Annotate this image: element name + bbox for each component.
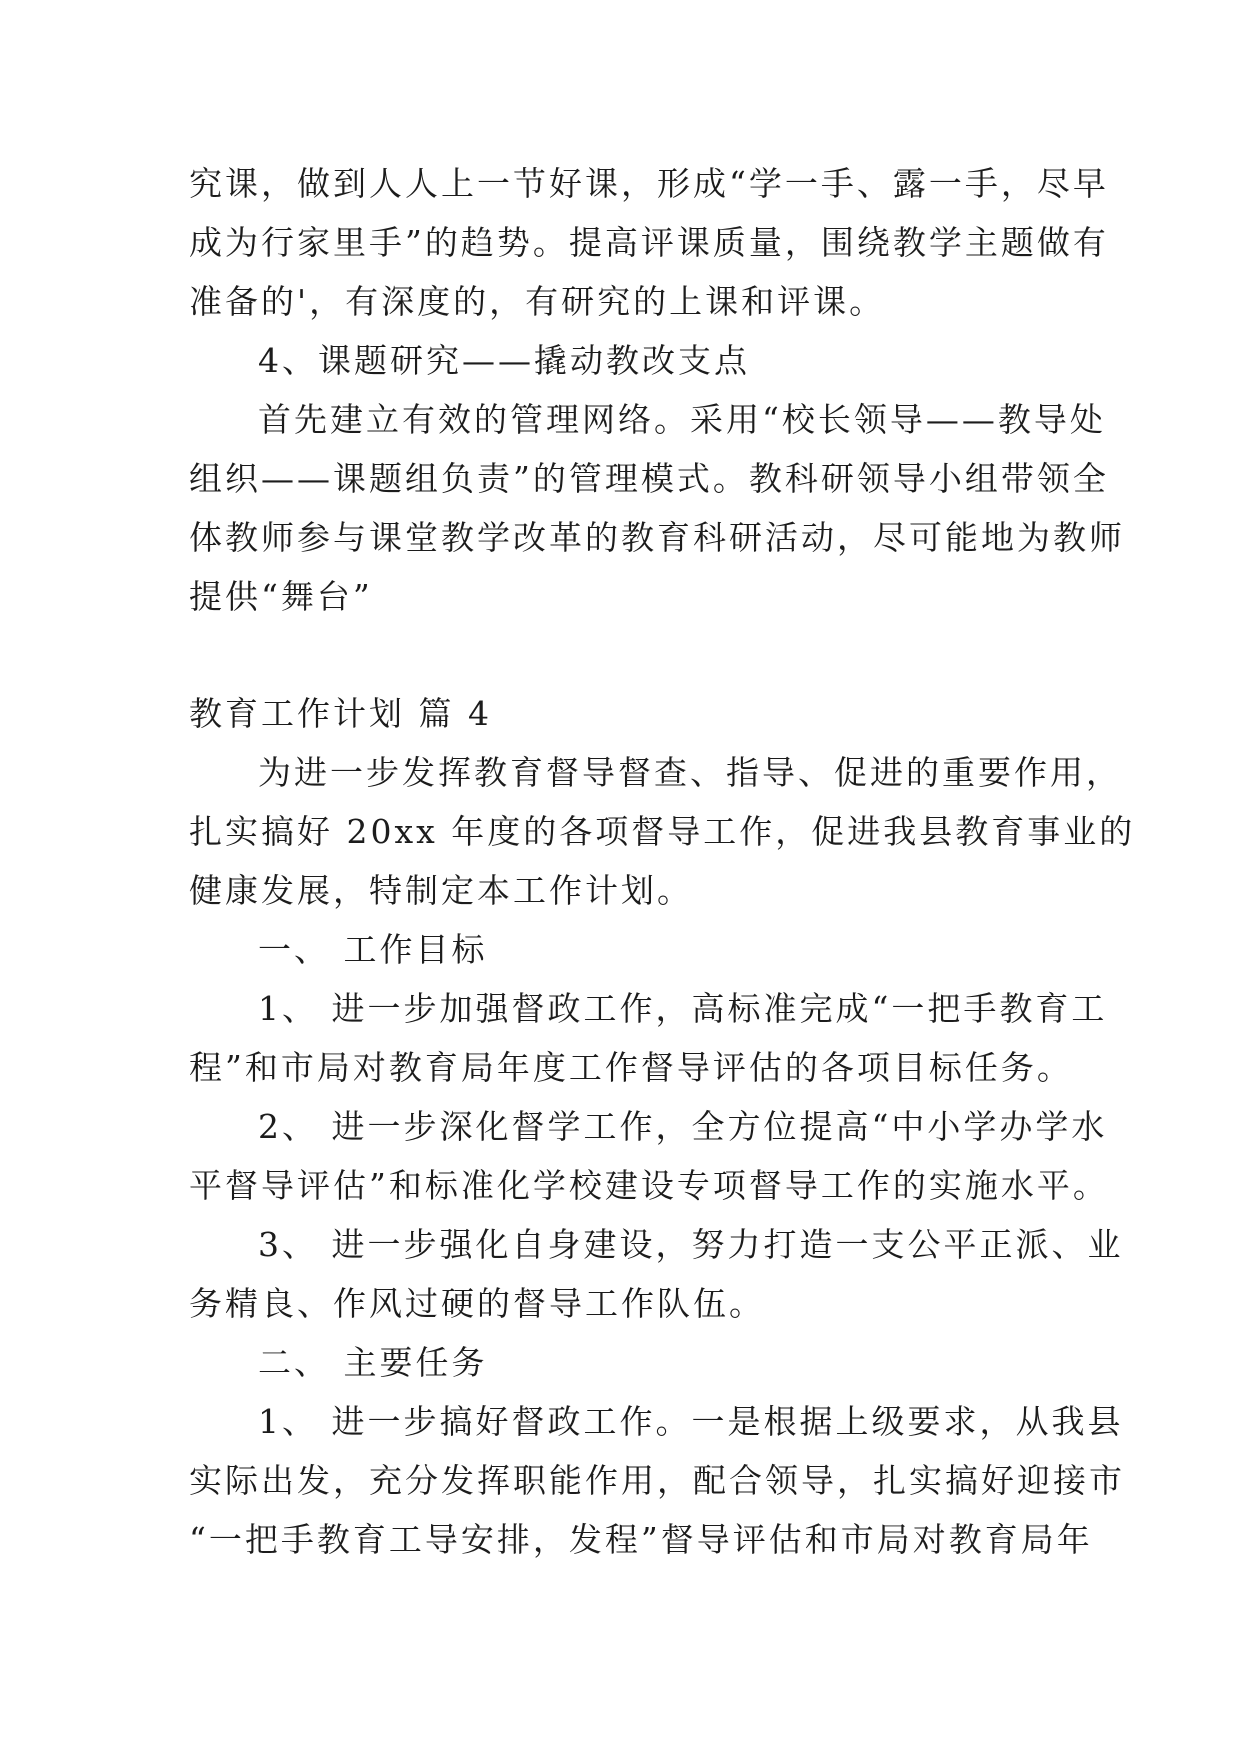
text-line: 实际出发，充分发挥职能作用，配合领导，扎实搞好迎接市 <box>189 1461 1125 1500</box>
text-line: 提供“舞台” <box>189 577 373 616</box>
section-heading: 4、课题研究——撬动教改支点 <box>258 341 750 380</box>
text-line: 准备的'，有深度的，有研究的上课和评课。 <box>189 282 886 321</box>
section-heading: 二、 主要任务 <box>258 1343 488 1382</box>
text-line: 成为行家里手”的趋势。提高评课质量，围绕教学主题做有 <box>189 223 1109 262</box>
article-title: 教育工作计划 篇 4 <box>189 694 492 733</box>
text-line: 健康发展，特制定本工作计划。 <box>189 871 693 910</box>
text-line: 体教师参与课堂教学改革的教育科研活动，尽可能地为教师 <box>189 518 1125 557</box>
text-line: 扎实搞好 20xx 年度的各项督导工作，促进我县教育事业的 <box>189 812 1136 851</box>
text-line: 平督导评估”和标准化学校建设专项督导工作的实施水平。 <box>189 1166 1109 1205</box>
text-line: “一把手教育工导安排，发程”督导评估和市局对教育局年 <box>189 1520 1093 1559</box>
section-heading: 一、 工作目标 <box>258 930 488 969</box>
text-line: 1、 进一步加强督政工作，高标准完成“一把手教育工 <box>258 989 1108 1028</box>
text-line: 2、 进一步深化督学工作，全方位提高“中小学办学水 <box>258 1107 1108 1146</box>
text-line: 究课，做到人人上一节好课，形成“学一手、露一手，尽早 <box>189 164 1109 203</box>
text-line: 组织——课题组负责”的管理模式。教科研领导小组带领全 <box>189 459 1109 498</box>
text-line: 务精良、作风过硬的督导工作队伍。 <box>189 1284 765 1323</box>
text-line: 首先建立有效的管理网络。采用“校长领导——教导处 <box>258 400 1106 439</box>
text-line: 1、 进一步搞好督政工作。一是根据上级要求，从我县 <box>258 1402 1124 1441</box>
text-line: 程”和市局对教育局年度工作督导评估的各项目标任务。 <box>189 1048 1073 1087</box>
text-line: 3、 进一步强化自身建设，努力打造一支公平正派、业 <box>258 1225 1124 1264</box>
text-line: 为进一步发挥教育督导督查、指导、促进的重要作用， <box>258 753 1122 792</box>
